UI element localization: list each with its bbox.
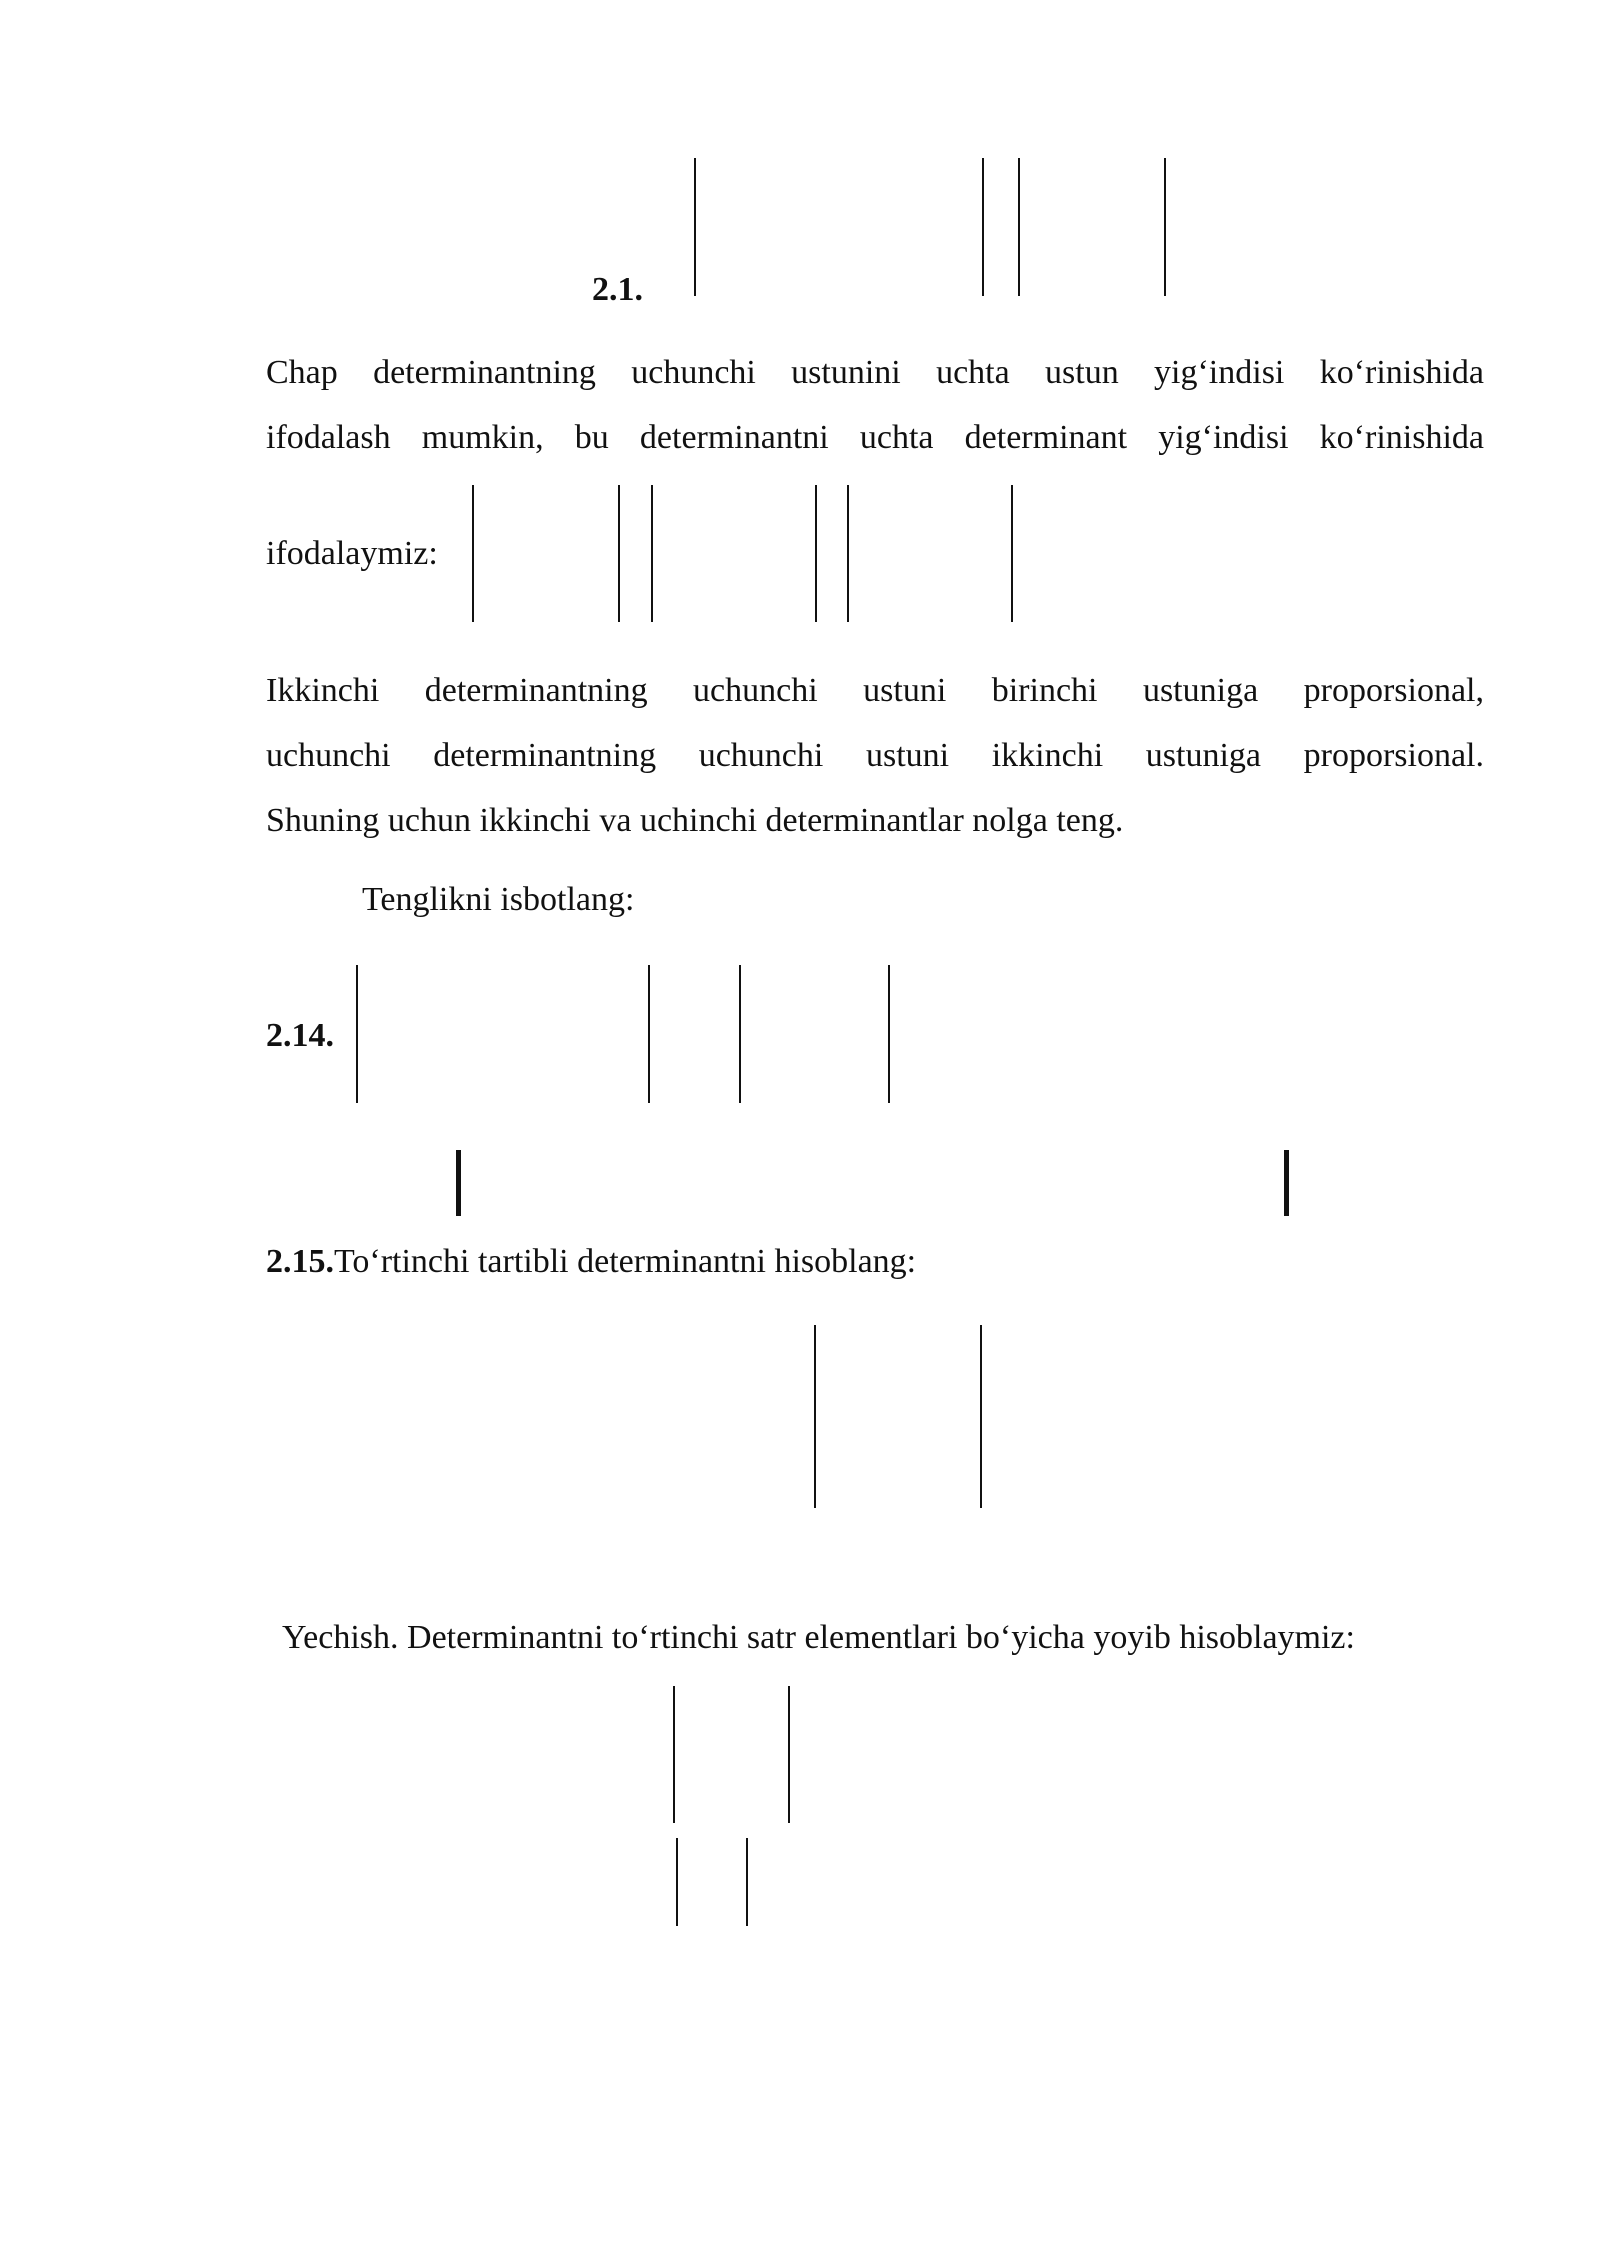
section-heading: Tenglikni isbotlang: bbox=[362, 881, 635, 918]
determinant-bar bbox=[980, 1325, 982, 1508]
determinant-bar bbox=[847, 485, 849, 622]
paragraph-line: ifodalash mumkin, bu determinantni uchta determinant yig‘indisi ko‘rinishida bbox=[266, 419, 1484, 456]
problem-2-15-text: To‘rtinchi tartibli determinantni hisoblang: bbox=[334, 1243, 917, 1280]
determinant-bar bbox=[356, 965, 358, 1103]
paragraph-line: ifodalaymiz: bbox=[266, 535, 438, 572]
paragraph-line: Shuning uchun ikkinchi va uchinchi determinantlar nolga teng. bbox=[266, 802, 1124, 839]
determinant-bar bbox=[788, 1686, 790, 1823]
determinant-bar bbox=[814, 1325, 816, 1508]
solution-text: Yechish. Determinantni to‘rtinchi satr elementlari bo‘yicha yoyib hisoblaymiz: bbox=[282, 1619, 1355, 1656]
paragraph-line: Ikkinchi determinantning uchunchi ustuni birinchi ustuniga proporsional, bbox=[266, 672, 1484, 709]
determinant-bar bbox=[618, 485, 620, 622]
determinant-bar bbox=[1018, 158, 1020, 296]
determinant-bar bbox=[888, 965, 890, 1103]
determinant-bar bbox=[472, 485, 474, 622]
determinant-bar bbox=[1284, 1150, 1289, 1216]
problem-number-2-14: 2.14. bbox=[266, 1017, 334, 1054]
problem-number-2-1: 2.1. bbox=[592, 271, 643, 308]
determinant-bar bbox=[746, 1838, 748, 1926]
determinant-bar bbox=[694, 158, 696, 296]
problem-number-2-15: 2.15. bbox=[266, 1243, 334, 1280]
determinant-bar bbox=[648, 965, 650, 1103]
determinant-bar bbox=[651, 485, 653, 622]
determinant-bar bbox=[1011, 485, 1013, 622]
determinant-bar bbox=[673, 1686, 675, 1823]
determinant-bar bbox=[982, 158, 984, 296]
paragraph-line: Chap determinantning uchunchi ustunini uchta ustun yig‘indisi ko‘rinishida bbox=[266, 354, 1484, 391]
problem-2-15-line bbox=[266, 1242, 916, 1282]
determinant-bar bbox=[676, 1838, 678, 1926]
determinant-bar bbox=[739, 965, 741, 1103]
determinant-bar bbox=[1164, 158, 1166, 296]
determinant-bar bbox=[815, 485, 817, 622]
paragraph-line: uchunchi determinantning uchunchi ustuni ikkinchi ustuniga proporsional. bbox=[266, 737, 1484, 774]
determinant-bar bbox=[456, 1150, 461, 1216]
